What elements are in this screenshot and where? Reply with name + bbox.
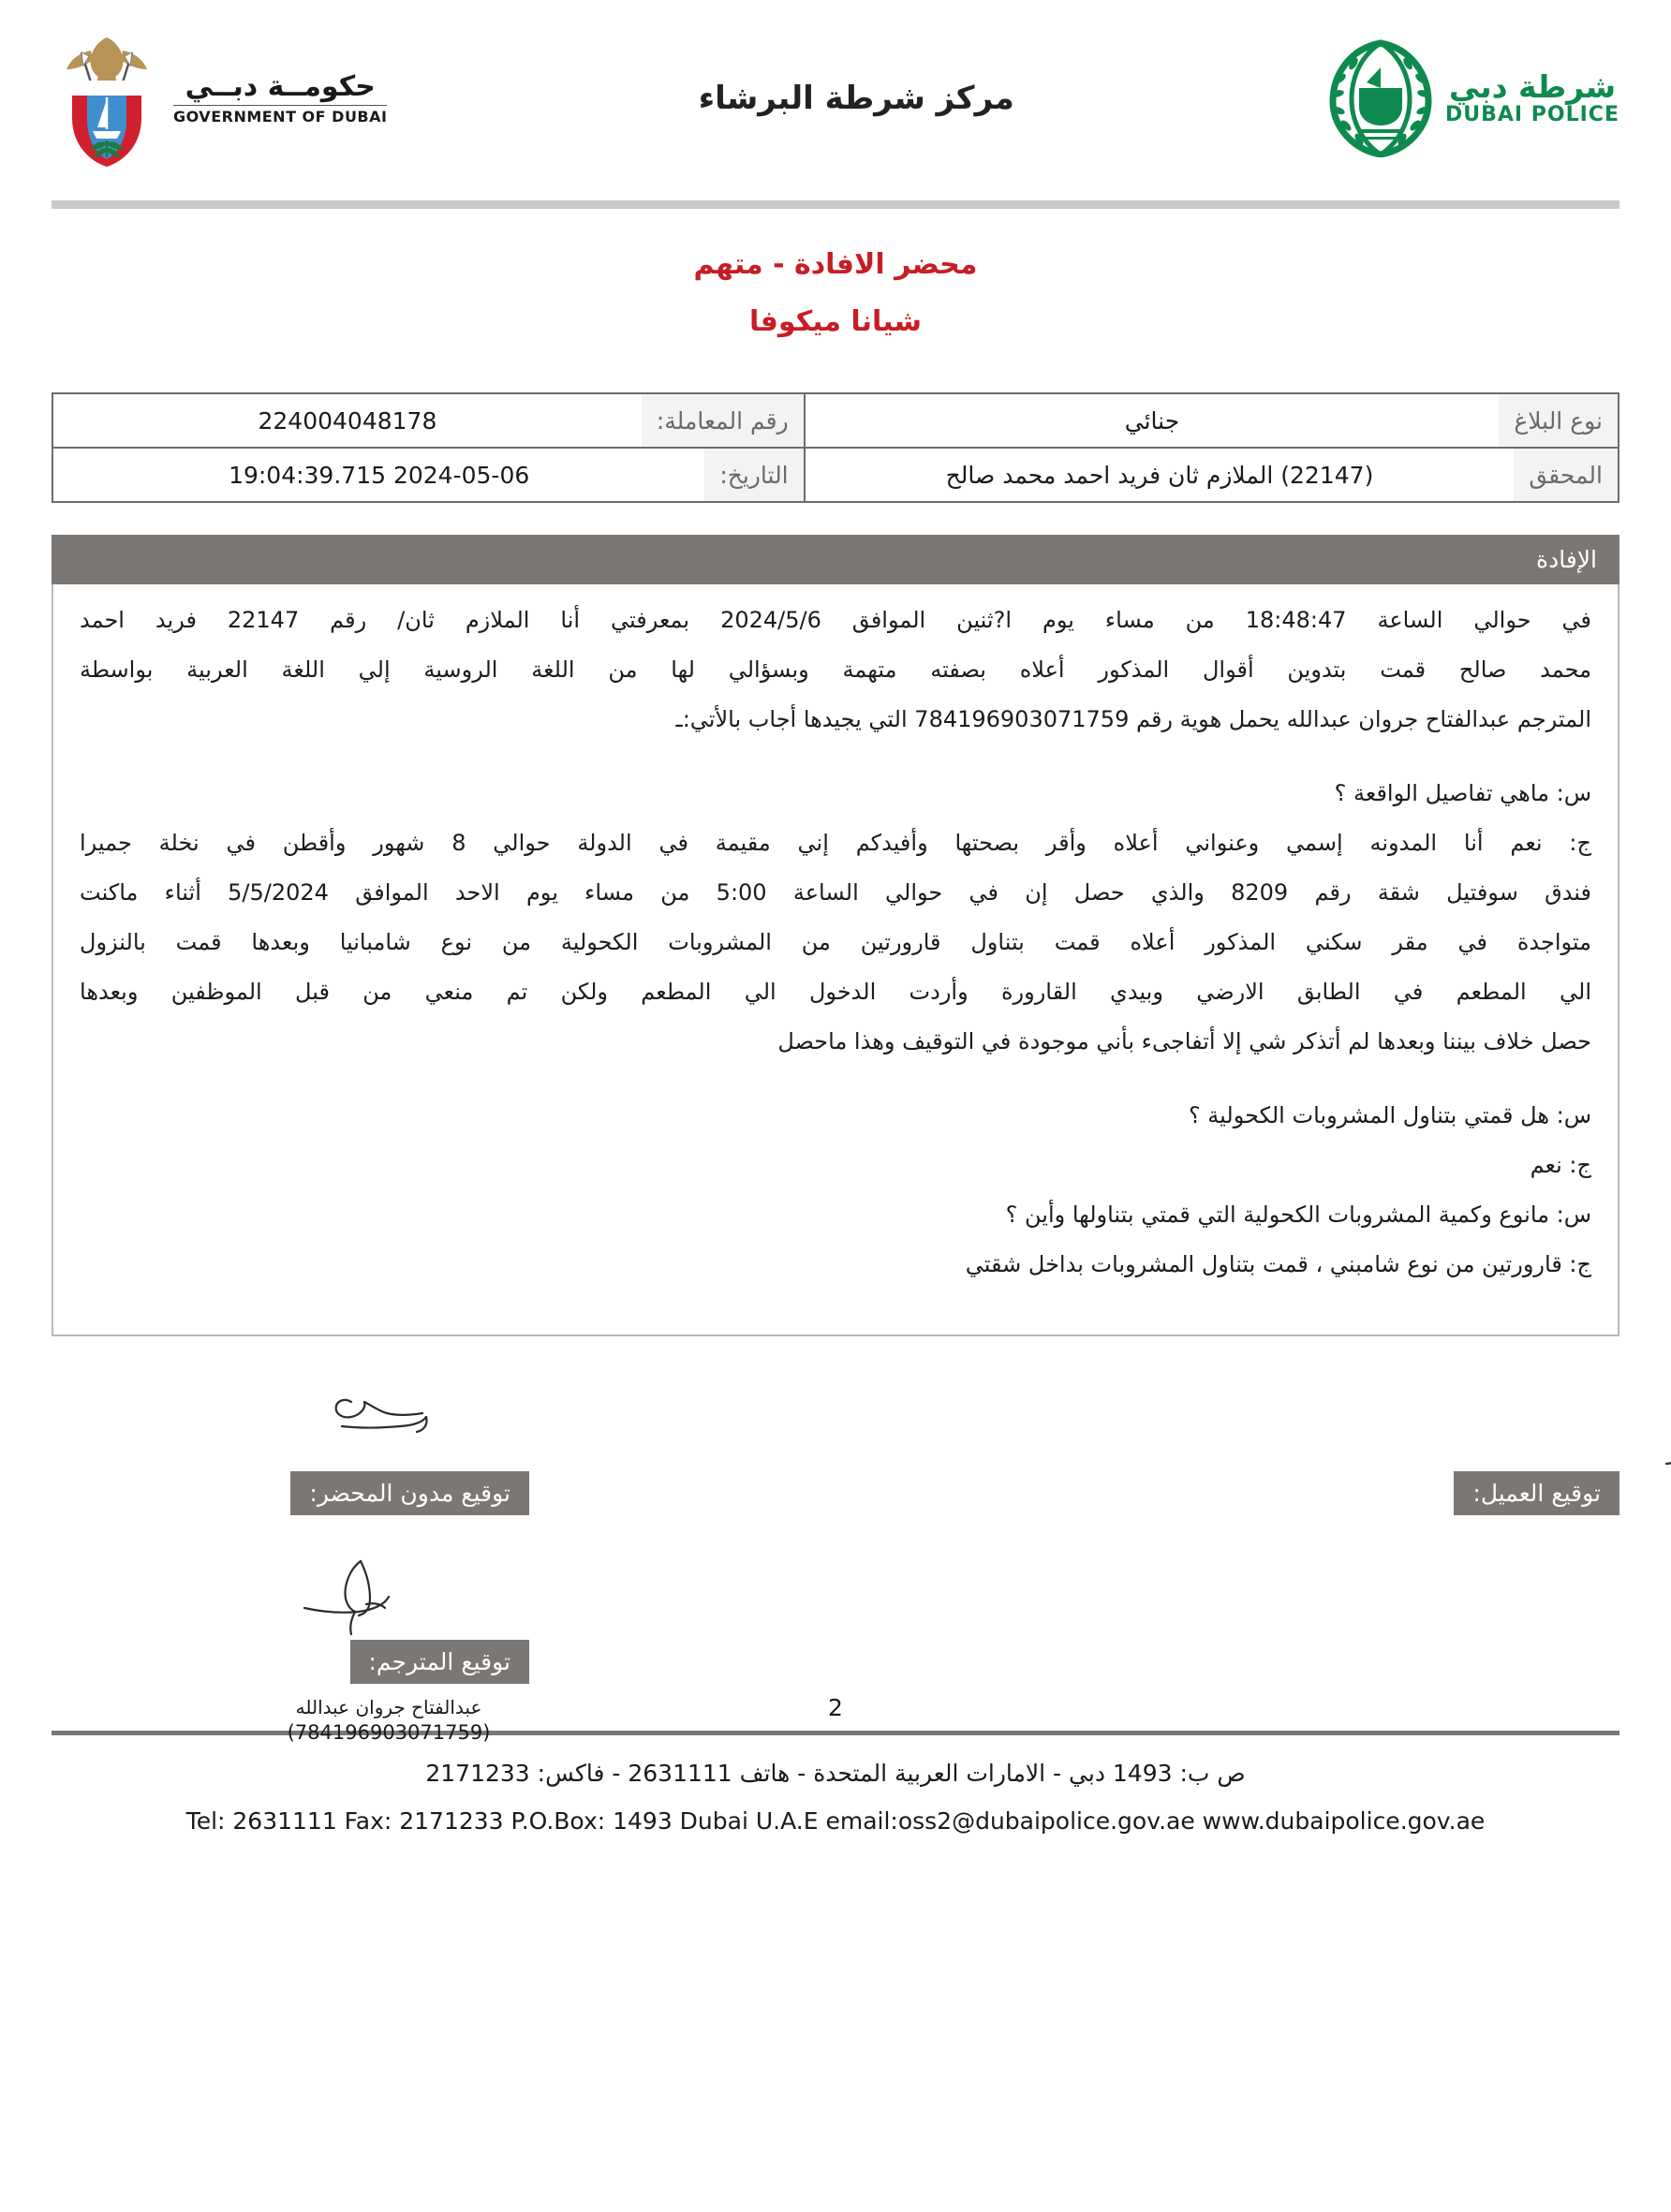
statement-spacer [80,1080,1591,1104]
document-subject-name: شيانا ميكوفا [749,305,922,338]
investigator-label: المحقق [1514,449,1618,501]
gov-logo-english-text: GOVERNMENT OF DUBAI [173,105,387,125]
statement-question: س: مانوع وكمية المشروبات الكحولية التي قمتي بتناولها وأين ؟ [1005,1202,1591,1228]
investigator-value: (22147) الملازم ثان فريد احمد محمد صالح [945,461,1374,489]
police-logo-arabic-text: شرطة دبي [1448,68,1617,106]
report-type-value: جنائي [1124,406,1180,435]
translator-signature-block [248,1554,529,1744]
date-cell [52,448,805,502]
translator-name: عبدالفتاح جروان عبدالله [295,1696,482,1718]
gov-logo-arabic-text: حكومــة دبــي [185,70,376,104]
signatures-section [52,1385,1619,1744]
page-number: 2 [828,1694,843,1721]
footer-contact-english: Tel: 2631111 Fax: 2171233 P.O.Box: 1493 Dubai U.A.E email:oss2@dubaipolice.gov.ae www.dubaipolice.gov.ae [185,1807,1486,1835]
police-logo-english-text: DUBAI POLICE [1445,102,1619,126]
client-signature-ink [1454,1385,1671,1471]
government-of-dubai-wordmark [173,71,387,125]
header-divider [52,200,1619,209]
statement-question: س: ماهي تفاصيل الواقعة ؟ [1334,780,1591,806]
table-row [52,448,1619,502]
client-signature-label: توقيع العميل: [1454,1471,1619,1515]
case-info-table [52,392,1619,503]
client-signature-block [1454,1385,1619,1515]
date-label: التاريخ: [704,449,803,501]
police-station-title: مركز شرطة البرشاء [698,80,1014,117]
statement-question: س: هل قمتي بتناول المشروبات الكحولية ؟ [1188,1102,1591,1128]
table-row [52,393,1619,448]
statement-section-header: الإفادة [52,535,1619,584]
date-value: 2024-05-06 19:04:39.715 [229,461,530,489]
statement-answer: ج: قارورتين من نوع شامبني ، قمت بتناول المشروبات بداخل شقتي [965,1251,1591,1277]
statement-spacer [80,758,1591,782]
statement-line: محمد صالح قمت بتدوين أقوال المذكور أعلاه بصفته متهمة وبسؤالي لها من اللغة الروسية إلي اللغة العربية بواسطة [80,656,1591,683]
translator-id-number: (784196903071759) [287,1721,491,1744]
document-masthead [0,0,1671,197]
statement-line: الي المطعم في الطابق الارضي وبيدي القارورة وأردت الدخول الي المطعم ولكن تم منعي من قبل الموظفين وبعدها [80,979,1591,1005]
statement-line: المترجم عبدالفتاح جروان عبدالله يحمل هوية رقم 784196903071759 التي يجيدها أجاب بالأتي:ـ [675,706,1591,732]
transaction-number-value: 224004048178 [258,406,437,435]
writer-signature-label: توقيع مدون المحضر: [290,1471,529,1515]
statement-line: فندق سوفتيل شقة رقم 8209 والذي حصل إن في حوالي الساعة 5:00 من مساء يوم الاحد الموافق 5/5/2024 أثناء ماكنت [80,879,1592,906]
translator-signature-ink [248,1554,529,1640]
writer-signature-block [248,1385,529,1515]
statement-line: ج: نعم أنا المدونه إسمي وعنواني أعلاه وأقر بصحتها وأفيدكم إني مقيمة في الدولة حوالي 8 شهور وأقطن في نخلة جميرا [80,830,1591,856]
transaction-number-label: رقم المعاملة: [642,394,804,447]
dubai-police-emblem-icon [1325,39,1436,157]
dubai-police-logo [1325,39,1619,157]
statement-line: في حوالي الساعة 18:48:47 من مساء يوم ا?ثنين الموافق 2024/5/6 بمعرفتي أنا الملازم ثان/ رقم 22147 فريد احمد [80,607,1591,633]
statement-body [52,584,1619,1336]
transaction-number-cell [52,393,805,448]
government-of-dubai-logo [52,28,387,169]
report-type-cell [805,393,1619,448]
dubai-government-emblem-icon [52,28,162,169]
footer-contact-arabic: ص ب: 1493 دبي - الامارات العربية المتحدة - هاتف 2631111 - فاكس: 2171233 [425,1760,1246,1787]
statement-answer: ج: نعم [1530,1152,1591,1178]
translator-signature-label: توقيع المترجم: [350,1640,530,1684]
document-title: محضر الافادة - متهم [693,248,978,281]
statement-line: حصل خلاف بيننا وبعدها لم أتذكر شي إلا أتفاجىء بأني موجودة في التوقيف وهذا ماحصل [777,1028,1591,1054]
dubai-police-wordmark [1445,68,1619,126]
report-type-label: نوع البلاغ [1499,394,1618,447]
investigator-cell [805,448,1619,502]
statement-line: متواجدة في مقر سكني المذكور أعلاه قمت بتناول قارورتين من المشروبات الكحولية من نوع شامبانيا وبعدها قمت بالنزول [80,929,1591,955]
writer-signature-ink [248,1385,529,1471]
